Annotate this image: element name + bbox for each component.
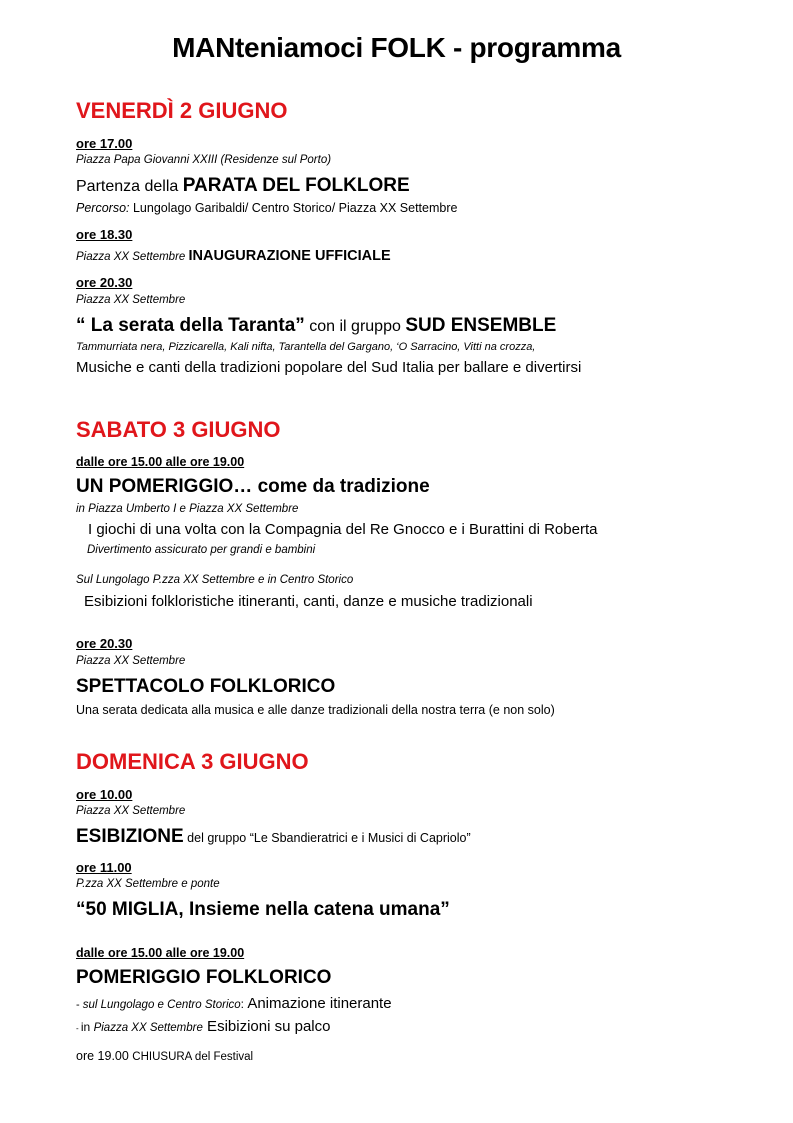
event-place: Piazza XX Settembre [76, 251, 189, 263]
event-description: Musiche e canti della tradizioni popolare del Sud Italia per ballare e divertirsi [76, 359, 582, 376]
event-songs: Tammurriata nera, Pizzicarella, Kali nifta, Tarantella del Gargano, ‘O Sarracino, Vitti na crozza, [76, 341, 536, 353]
event-line [76, 248, 391, 264]
event-line [76, 996, 392, 1012]
event-prep: in [80, 1020, 94, 1034]
event-title-line [76, 827, 471, 846]
event-title-prefix: Partenza della [76, 178, 183, 195]
event-place: Piazza XX Settembre [93, 1022, 203, 1034]
event-description: del gruppo “Le Sbandieratrici e i Musici di Capriolo” [183, 831, 471, 845]
day-heading-friday: VENERDÌ 2 GIUGNO [76, 98, 288, 123]
event-time: ore 18.30 [76, 227, 133, 242]
event-description: Una serata dedicata alla musica e alle danze tradizionali della nostra terra (e non solo) [76, 703, 555, 717]
closing-time: ore 19.00 [76, 1049, 133, 1063]
event-time: ore 10.00 [76, 787, 133, 802]
event-title: POMERIGGIO FOLKLORICO [76, 967, 332, 988]
event-title-line [76, 176, 410, 195]
event-time: ore 11.00 [76, 860, 132, 875]
event-place: P.zza XX Settembre e ponte [76, 878, 220, 890]
event-description: Animazione itinerante [247, 995, 392, 1012]
event-line [76, 1019, 330, 1035]
event-title-mid: con il gruppo [304, 318, 406, 335]
page-title: MANteniamoci FOLK - programma [172, 32, 621, 63]
event-title: INAUGURAZIONE UFFICIALE [188, 248, 391, 264]
event-place: Sul Lungolago P.zza XX Settembre e in Centro Storico [76, 574, 354, 586]
bullet-dash: - [76, 1024, 81, 1033]
event-note: Divertimento assicurato per grandi e bambini [87, 544, 316, 556]
event-title: “ La serata della Taranta” [76, 315, 305, 336]
event-time: dalle ore 15.00 alle ore 19.00 [76, 946, 245, 960]
closing-text: CHIUSURA del Festival [132, 1051, 254, 1063]
event-place: Piazza XX Settembre [76, 655, 186, 667]
event-title: UN POMERIGGIO… come da tradizione [76, 476, 430, 497]
event-title-line [76, 316, 556, 335]
event-time: ore 17.00 [76, 136, 133, 151]
route-label: Percorso: [76, 201, 130, 215]
event-description: Esibizioni folkloristiche itineranti, canti, danze e musiche tradizionali [84, 593, 533, 610]
closing-line [76, 1048, 253, 1064]
event-title: PARATA DEL FOLKLORE [182, 175, 410, 196]
event-description: I giochi di una volta con la Compagnia del Re Gnocco e i Burattini di Roberta [88, 521, 598, 538]
event-description: Esibizioni su palco [202, 1018, 331, 1035]
event-route [76, 202, 457, 215]
event-title: SPETTACOLO FOLKLORICO [76, 676, 336, 697]
route-text: Lungolago Garibaldi/ Centro Storico/ Piazza XX Settembre [129, 201, 458, 215]
day-heading-sunday: DOMENICA 3 GIUGNO [76, 749, 309, 774]
event-title: “50 MIGLIA, Insieme nella catena umana” [76, 899, 450, 920]
separator: : [240, 997, 248, 1011]
event-time: dalle ore 15.00 alle ore 19.00 [76, 455, 245, 469]
event-group: SUD ENSEMBLE [405, 315, 557, 336]
event-place: in Piazza Umberto I e Piazza XX Settembre [76, 503, 299, 515]
day-heading-saturday: SABATO 3 GIUGNO [76, 417, 281, 442]
event-place: Piazza XX Settembre [76, 805, 186, 817]
event-place: Piazza XX Settembre [76, 294, 186, 306]
event-place: Piazza Papa Giovanni XXIII (Residenze sul Porto) [76, 154, 332, 166]
event-time: ore 20.30 [76, 636, 133, 651]
event-time: ore 20.30 [76, 275, 133, 290]
event-place: sul Lungolago e Centro Storico [82, 999, 241, 1011]
bullet-dash: - [76, 999, 83, 1011]
event-title: ESIBIZIONE [76, 826, 184, 847]
